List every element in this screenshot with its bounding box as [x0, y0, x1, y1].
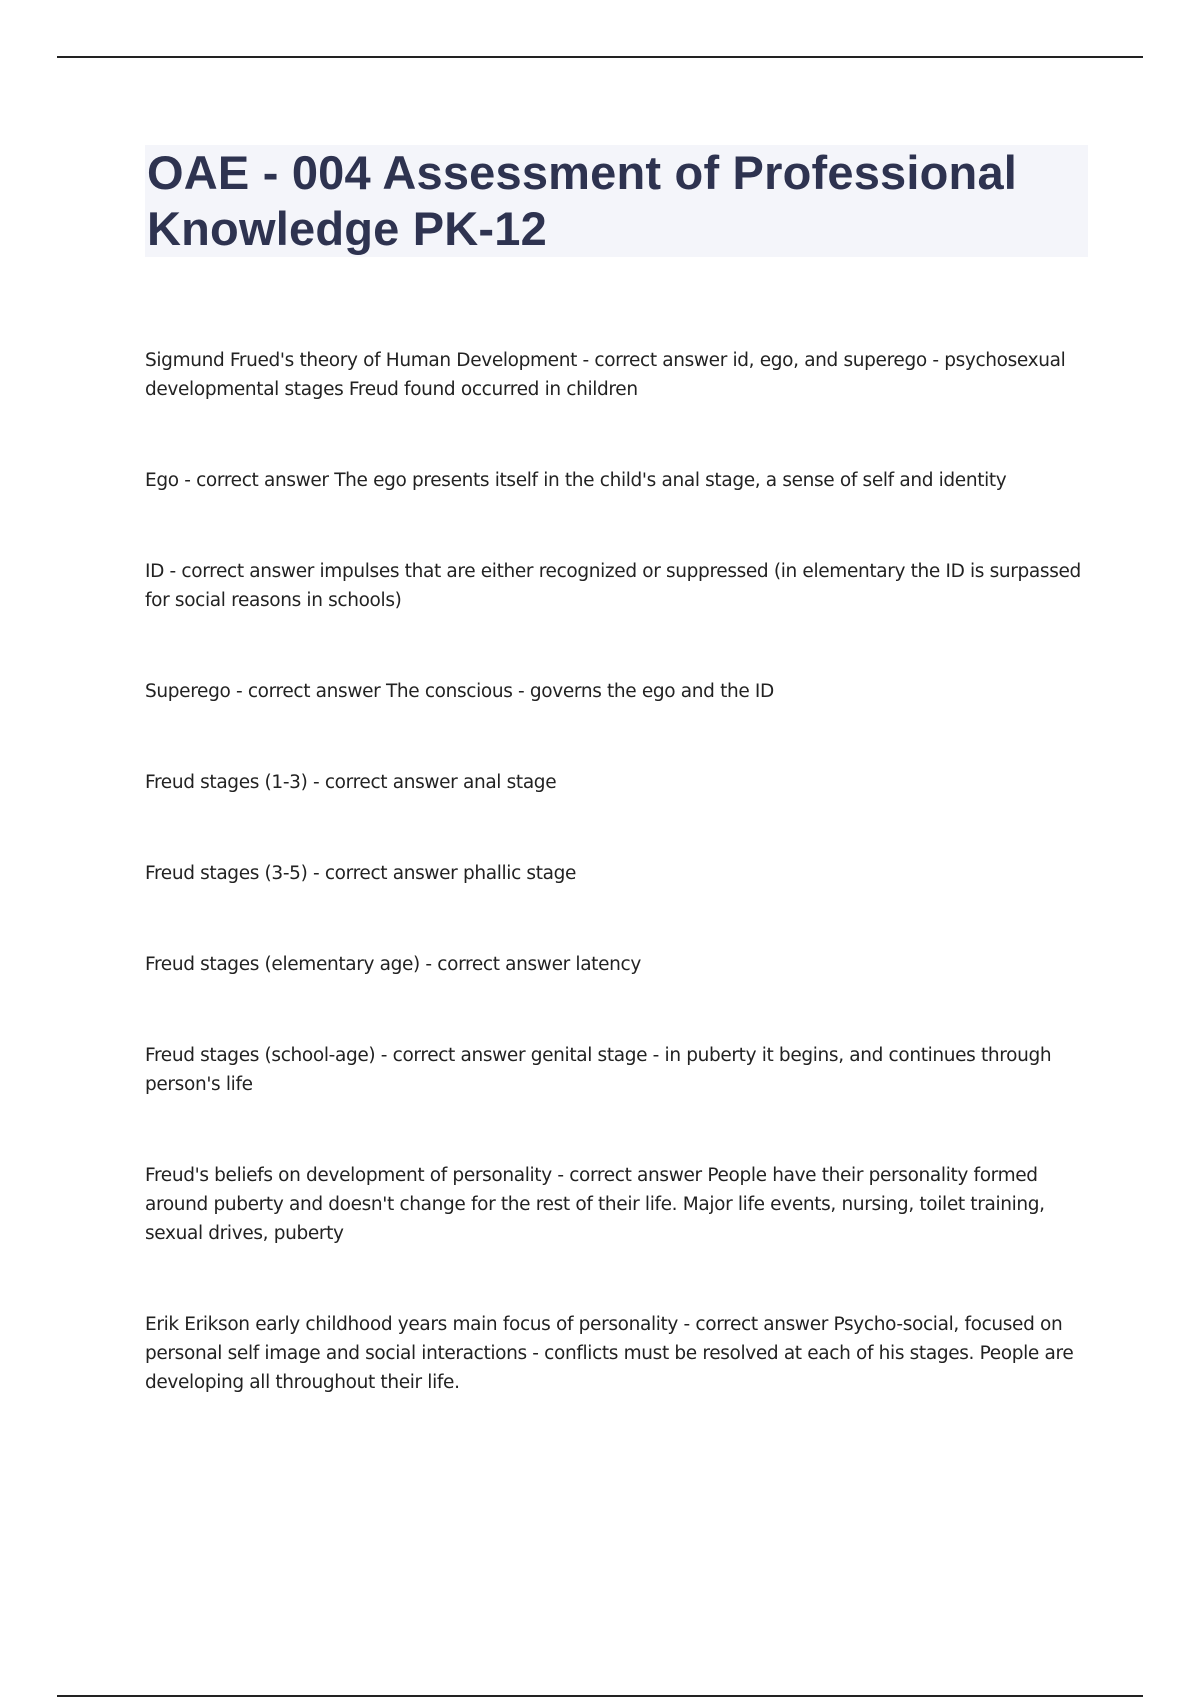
- answer-marker: correct answer: [392, 1045, 526, 1066]
- entry-answer: id, ego, and superego - psychosexual developmental stages Freud found occurred in children: [145, 350, 1066, 400]
- entry-term: Freud stages (elementary age) -: [145, 954, 437, 975]
- flashcard-entry: [145, 557, 1090, 615]
- entry-term: Freud stages (1-3) -: [145, 772, 325, 793]
- flashcard-entry: [145, 1310, 1090, 1397]
- entry-term: Freud's beliefs on development of personality -: [145, 1165, 569, 1186]
- entry-term: Sigmund Frued's theory of Human Development -: [145, 350, 594, 371]
- flashcard-entry: [145, 950, 1090, 979]
- flashcard-entry: [145, 859, 1090, 888]
- top-divider: [57, 56, 1143, 58]
- answer-marker: correct answer: [324, 772, 458, 793]
- flashcard-entry: [145, 1161, 1090, 1248]
- entry-answer: People have their personality formed around puberty and doesn't change for the rest of their life. Major life events, nursing, toilet training, sexual drives, puberty: [145, 1165, 1045, 1244]
- flashcard-list: [145, 346, 1090, 1459]
- entry-term: Ego -: [145, 470, 196, 491]
- entry-term: Erik Erikson early childhood years main focus of personality -: [145, 1314, 695, 1335]
- entry-term: ID -: [145, 561, 181, 582]
- answer-marker: correct answer: [594, 350, 727, 371]
- entry-answer: phallic stage: [462, 863, 577, 884]
- flashcard-entry: [145, 1041, 1090, 1099]
- answer-marker: correct answer: [695, 1314, 828, 1335]
- entry-answer: genital stage - in puberty it begins, and continues through person's life: [145, 1045, 1052, 1095]
- entry-answer: impulses that are either recognized or suppressed (in elementary the ID is surpassed for social reasons in schools): [145, 561, 1081, 611]
- entry-answer: anal stage: [462, 772, 557, 793]
- answer-marker: correct answer: [569, 1165, 702, 1186]
- flashcard-entry: [145, 768, 1090, 797]
- answer-marker: correct answer: [196, 470, 329, 491]
- answer-marker: correct answer: [247, 681, 381, 702]
- entry-answer: Psycho-social, focused on personal self image and social interactions - conflicts must be resolved at each of his stages. People are developing all throughout their life.: [145, 1314, 1074, 1393]
- entry-answer: The conscious - governs the ego and the ID: [385, 681, 774, 702]
- flashcard-entry: [145, 677, 1090, 706]
- flashcard-entry: [145, 346, 1090, 404]
- entry-term: Superego -: [145, 681, 248, 702]
- answer-marker: correct answer: [324, 863, 458, 884]
- title-banner: [145, 145, 1088, 257]
- bottom-divider: [57, 1695, 1143, 1697]
- document-title: OAE - 004 Assessment of Professional Knowledge PK-12: [147, 146, 1018, 255]
- entry-answer: The ego presents itself in the child's anal stage, a sense of self and identity: [334, 470, 1007, 491]
- entry-answer: latency: [575, 954, 641, 975]
- flashcard-entry: [145, 466, 1090, 495]
- entry-term: Freud stages (3-5) -: [145, 863, 325, 884]
- entry-term: Freud stages (school-age) -: [145, 1045, 393, 1066]
- answer-marker: correct answer: [181, 561, 314, 582]
- answer-marker: correct answer: [437, 954, 570, 975]
